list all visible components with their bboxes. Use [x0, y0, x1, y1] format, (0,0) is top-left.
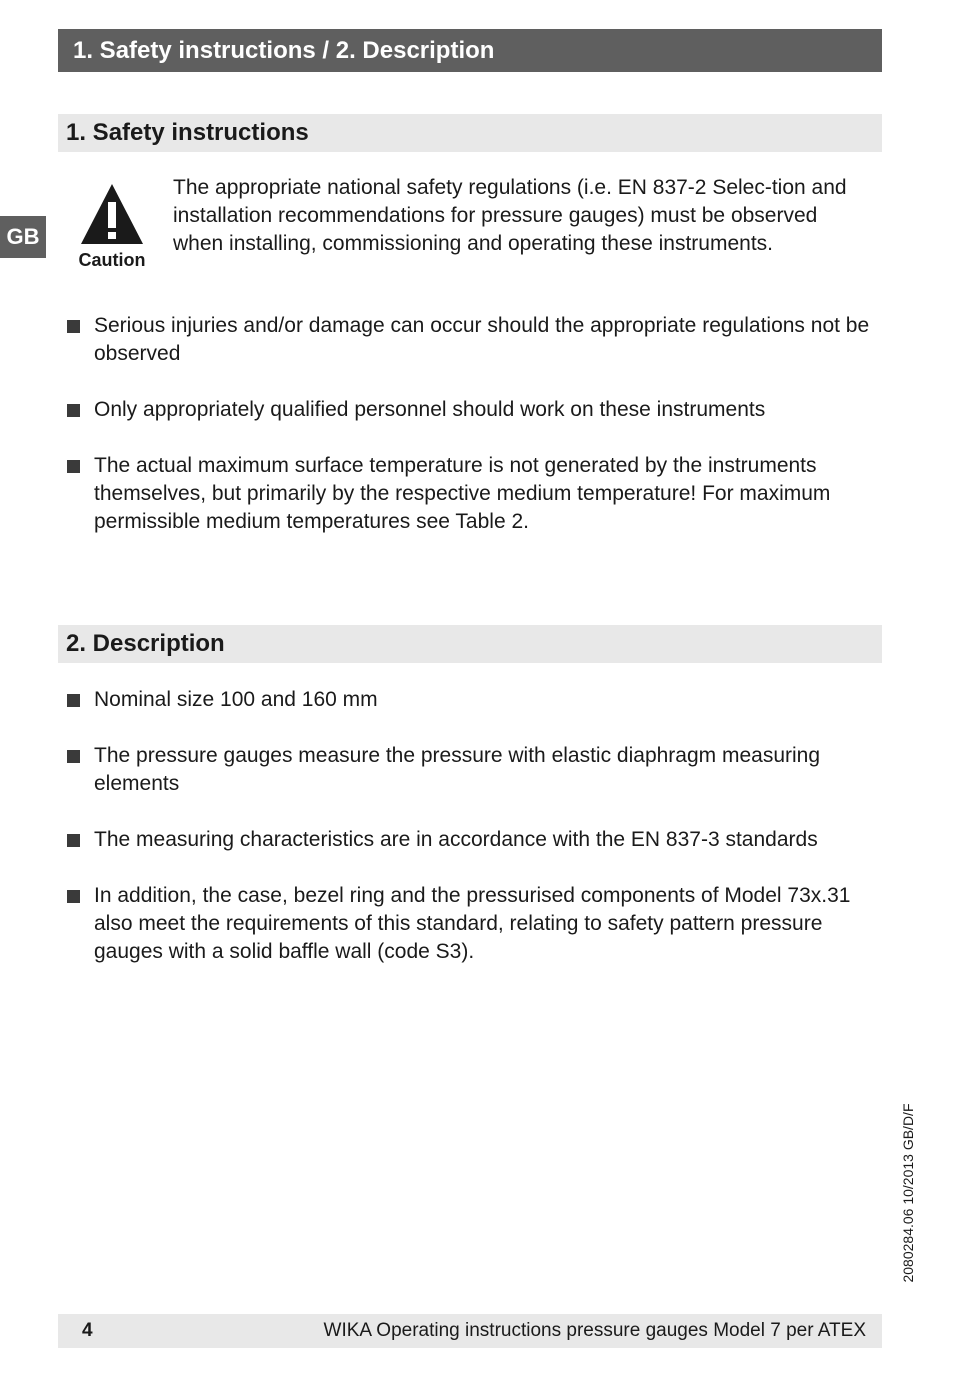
language-tab: GB: [0, 216, 46, 258]
page-header-bar: [58, 29, 882, 72]
bullet-square-icon: [67, 890, 80, 903]
list-item: Nominal size 100 and 160 mm: [66, 686, 886, 714]
description-bullet-list: [66, 686, 886, 966]
caution-block: [72, 182, 152, 271]
list-item: The actual maximum surface temperature is not generated by the instruments themselves, but primarily by the respective medium temperature! For maximum permissible medium temperatures see Table 2.: [66, 452, 886, 536]
page-footer: [58, 1314, 882, 1348]
bullet-square-icon: [67, 694, 80, 707]
safety-bullet-list: [66, 312, 886, 536]
page-header-title: 1. Safety instructions / 2. Description: [73, 37, 495, 64]
bullet-square-icon: [67, 750, 80, 763]
document-code: [896, 1090, 920, 1295]
caution-label: Caution: [78, 250, 146, 270]
list-item: The pressure gauges measure the pressure with elastic diaphragm measuring elements: [66, 742, 886, 798]
bullet-square-icon: [67, 460, 80, 473]
safety-intro-text: The appropriate national safety regulations (i.e. EN 837-2 Selec-tion and installation recommendations for pressure gauges) must be observed when installing, commissioning and operating these instruments.: [173, 176, 847, 255]
bullet-square-icon: [67, 834, 80, 847]
list-item: In addition, the case, bezel ring and the pressurised components of Model 73x.31 also meet the requirements of this standard, relating to safety pattern pressure gauges with a solid baffle wall (code S3).: [66, 882, 886, 966]
bullet-square-icon: [67, 320, 80, 333]
bullet-square-icon: [67, 404, 80, 417]
section-heading-description: 2. Description: [58, 625, 882, 663]
document-code-text: 2080284.06 10/2013 GB/D/F: [900, 1102, 916, 1283]
list-item: Serious injuries and/or damage can occur should the appropriate regulations not be observed: [66, 312, 886, 368]
warning-triangle-icon: [80, 182, 144, 246]
footer-title: WIKA Operating instructions pressure gauges Model 7 per ATEX: [323, 1320, 866, 1341]
list-item: Only appropriately qualified personnel should work on these instruments: [66, 396, 886, 424]
section-heading-safety: 1. Safety instructions: [58, 114, 882, 152]
page-number: 4: [82, 1320, 93, 1341]
list-item: The measuring characteristics are in accordance with the EN 837-3 standards: [66, 826, 886, 854]
